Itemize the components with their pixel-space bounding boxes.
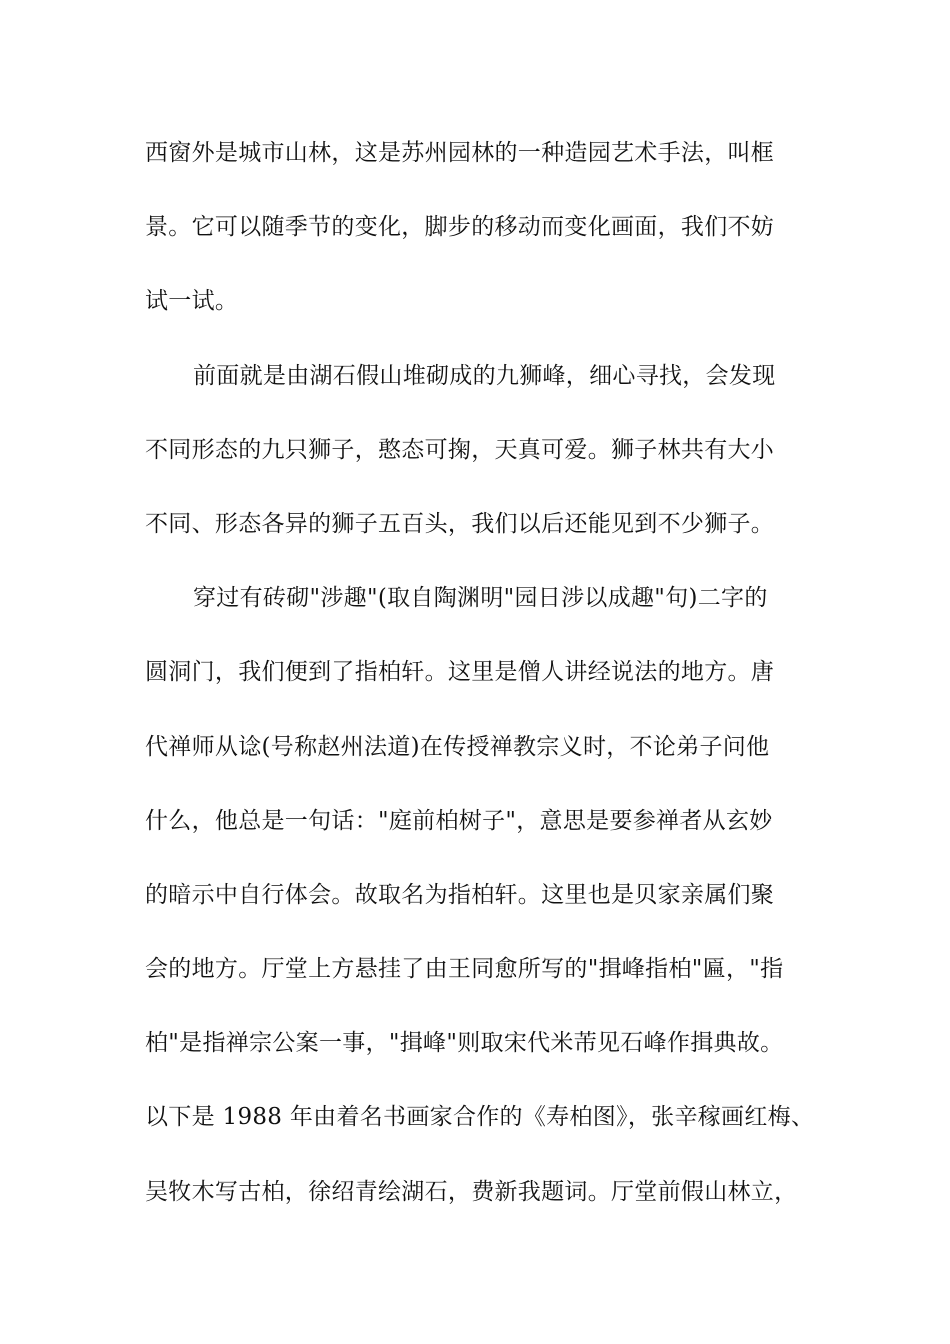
text-line: 试一试。 (145, 288, 239, 315)
text-line: 不同、形态各异的狮子五百头，我们以后还能见到不少狮子。 (145, 510, 775, 537)
text-line: 穿过有砖砌"涉趣"(取自陶渊明"园日涉以成趣"句)二字的 (193, 585, 768, 612)
text-line: 以下是 1988 年由着名书画家合作的《寿柏图》，张辛稼画红梅、 (145, 1104, 815, 1131)
text-line: 会的地方。厅堂上方悬挂了由王同愈所写的"揖峰指柏"匾，"指 (145, 956, 784, 983)
text-line: 圆洞门，我们便到了指柏轩。这里是僧人讲经说法的地方。唐 (145, 659, 775, 686)
text-line: 吴牧木写古柏，徐绍青绘湖石，费新我题词。厅堂前假山林立， (145, 1178, 798, 1205)
text-line: 西窗外是城市山林，这是苏州园林的一种造园艺术手法，叫框 (145, 140, 775, 166)
text-line: 什么，他总是一句话："庭前柏树子"，意思是要参禅者从玄妙 (145, 807, 773, 834)
text-line: 代禅师从谂(号称赵州法道)在传授禅教宗义时，不论弟子问他 (145, 733, 770, 760)
text-line: 前面就是由湖石假山堆砌成的九狮峰，细心寻找，会发现 (193, 362, 776, 389)
text-line: 景。它可以随季节的变化，脚步的移动而变化画面，我们不妨 (145, 214, 775, 241)
text-line: 柏"是指禅宗公案一事，"揖峰"则取宋代米芾见石峰作揖典故。 (145, 1030, 784, 1057)
body-text (145, 132, 825, 1245)
text-line: 不同形态的九只狮子，憨态可掬，天真可爱。狮子林共有大小 (145, 436, 775, 463)
text-line: 的暗示中自行体会。故取名为指柏轩。这里也是贝家亲属们聚 (145, 881, 775, 908)
